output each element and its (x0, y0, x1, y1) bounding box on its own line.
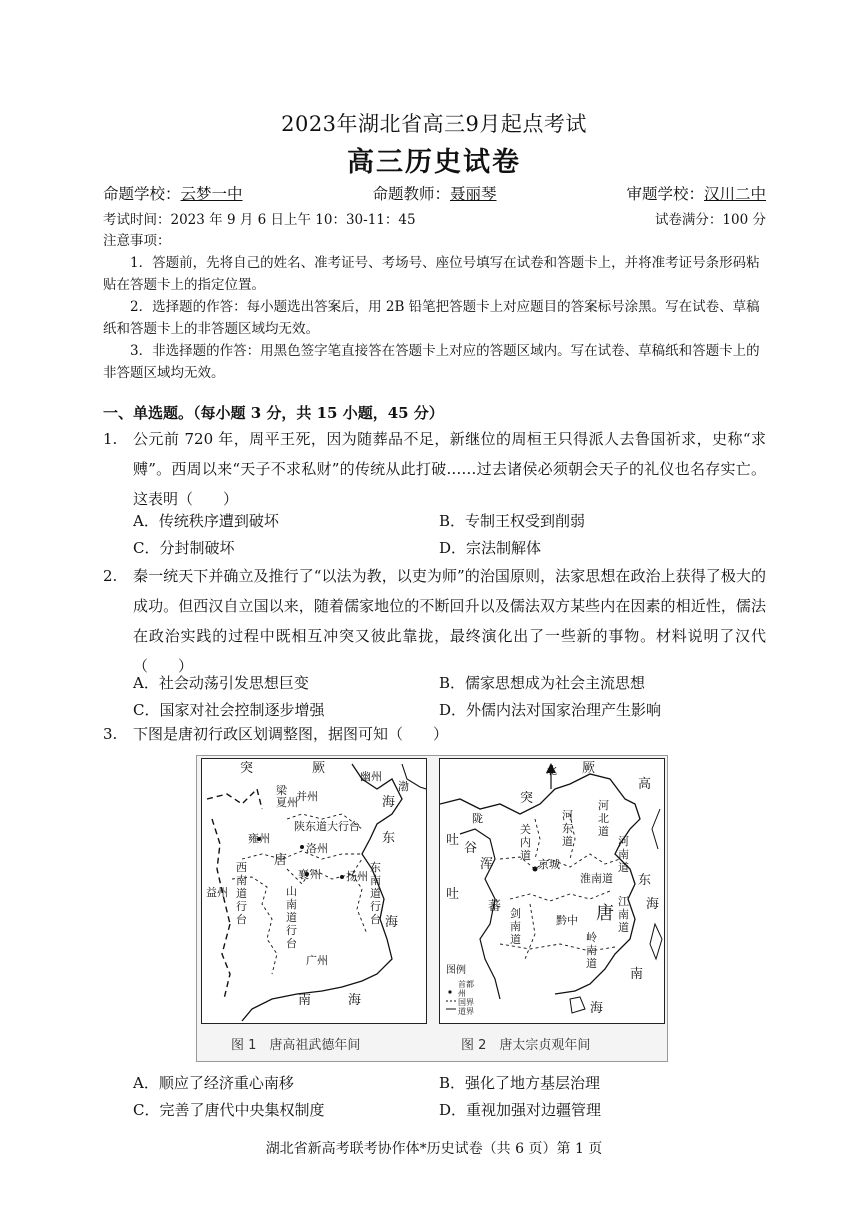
label-luozhou: 洛州 (306, 842, 328, 855)
label-xiang: 襄 (298, 868, 309, 881)
map-figure (196, 755, 668, 1062)
option-c: C．完善了唐代中央集权制度 (133, 1101, 325, 1119)
label-gao: 高 (638, 777, 652, 792)
label-gu: 谷 (464, 841, 478, 856)
legend-capital: 首都 (458, 980, 474, 989)
label-tu3: 吐 (446, 887, 460, 902)
label-yizhou: 益州 (206, 886, 228, 899)
notes-title: 注意事项： (103, 233, 171, 249)
label-long: 陇 (472, 812, 483, 825)
label-bei: 北 (546, 764, 557, 777)
question-number: 2. (103, 567, 118, 585)
label-hedong: 河东道 (562, 809, 573, 848)
option-c: C．国家对社会控制逐步增强 (133, 701, 325, 719)
option-d: D．外儒内法对国家治理产生影响 (439, 701, 662, 719)
label-tujue: 突 (240, 761, 254, 776)
review-school: 审题学校：汉川二中 (626, 185, 766, 203)
label-jingcheng: 京城 (538, 858, 560, 871)
note-item: 2．选择题的作答：每小题选出答案后，用 2B 铅笔把答题卡上对应题目的答案标号涂黑。写在试卷、草稿纸和答题卡上的非答题区域均无效。 (103, 299, 760, 337)
map-fig2-tang-taizong (439, 758, 665, 1024)
question-number: 1. (103, 430, 118, 448)
option-b: B．儒家思想成为社会主流思想 (439, 674, 646, 692)
label-jiangnan: 江南道 (618, 895, 629, 934)
label-hai3: 海 (348, 993, 362, 1008)
label-qianzhong: 黔中 (556, 914, 578, 927)
question-3 (103, 719, 766, 749)
label-lingnan: 岭南道 (586, 931, 597, 970)
label-bingzhou: 并州 (296, 790, 318, 803)
label-tang: 唐 (596, 903, 614, 924)
legend-title: 图例 (446, 965, 466, 976)
label-dongnan-xingtai: 东南道行台 (370, 861, 381, 926)
label-yangzhou: 扬州 (346, 870, 368, 883)
label-xiangzhou: 州 (310, 868, 321, 881)
option-b: B．强化了地方基层治理 (439, 1074, 601, 1092)
label-jue: 厥 (582, 761, 596, 776)
label-tu: 突 (520, 791, 534, 806)
label-huainan: 淮南道 (580, 872, 613, 885)
label-guannei: 关内道 (520, 823, 531, 862)
option-c: C．分封制破坏 (133, 539, 235, 557)
option-a: A．社会动荡引发思想巨变 (133, 674, 309, 692)
question-stem: 公元前 720 年，周平王死，因为随葬品不足，新继位的周桓王只得派人去鲁国祈求，史称“求赙”。西周以来“天子不求私财”的传统从此打破……过去诸侯必须朝会天子的礼仪也名存实亡。这表明（ ） (133, 430, 766, 508)
question-3-options (133, 1070, 766, 1130)
question-stem: 下图是唐初行政区划调整图，据图可知（ ） (133, 725, 449, 743)
label-youzhou: 幽州 (360, 770, 382, 783)
legend-prefecture: 州 (458, 989, 466, 998)
label-xinan-xingtai: 西南道行台 (236, 861, 247, 926)
caption-fig2: 图 2 唐太宗贞观年间 (461, 1038, 591, 1053)
note-item: 3．非选择题的作答：用黑色签字笔直接答在答题卡上对应的答题区域内。写在试卷、草稿纸和答题卡上的非答题区域均无效。 (103, 343, 760, 381)
option-d: D．重视加强对边疆管理 (439, 1101, 602, 1119)
option-a: A．传统秩序遭到破坏 (133, 512, 279, 530)
label-jue: 厥 (312, 761, 326, 776)
label-guangzhou: 广州 (306, 954, 328, 967)
exam-info-row (103, 208, 766, 228)
label-jiannan: 剑南道 (510, 907, 521, 946)
label-hebei: 河北道 (598, 799, 609, 838)
exam-time: 考试时间：2023 年 9 月 6 日上午 10：30-11：45 (103, 212, 416, 228)
paper-title: 高三历史试卷 (347, 147, 521, 178)
question-stem: 秦一统天下并确立及推行了“以法为教，以吏为师”的治国原则，法家思想在政治上获得了极大的成功。但西汉自立国以来，随着儒家地位的不断回升以及儒法双方某些内在因素的相近性，儒法在政治实践的过程中既相互冲突又彼此靠拢，最终演化出了一些新的事物。材料说明了汉代（ ） (133, 567, 766, 675)
label-dong: 东 (638, 873, 652, 888)
question-2 (103, 561, 766, 681)
note-item: 1．答题前，先将自己的姓名、准考证号、考场号、座位号填写在试卷和答题卡上，并将准考证号条形码粘贴在答题卡上的指定位置。 (103, 255, 760, 293)
label-shaandong: 陕东道大行台 (294, 820, 360, 833)
label-shannan-xingtai: 山南道行台 (286, 885, 297, 950)
map-fig1-tang-gaozu (201, 758, 427, 1024)
question-1-options (133, 508, 766, 568)
page-footer: 湖北省新高考联考协作体*历史试卷（共 6 页）第 1 页 (265, 1141, 603, 1157)
label-hun: 浑 (480, 857, 494, 872)
question-1 (103, 424, 766, 514)
label-yongzhou: 雍州 (248, 832, 270, 845)
label-tu2: 吐 (446, 833, 460, 848)
label-henan: 河南道 (618, 835, 629, 874)
full-score: 试卷满分：100 分 (654, 212, 766, 228)
label-liang: 梁 (276, 784, 287, 797)
proposer-row (103, 182, 766, 204)
label-nan: 南 (630, 967, 644, 982)
label-hai2: 海 (590, 1001, 604, 1016)
label-hai2: 海 (385, 915, 399, 930)
label-xia: 夏 (276, 796, 287, 809)
label-hai: 海 (382, 795, 396, 810)
option-d: D．宗法制解体 (439, 539, 542, 557)
caption-fig1: 图 1 唐高祖武德年间 (231, 1038, 361, 1053)
section-title: 一、单选题。（每小题 3 分，共 15 小题，45 分） (103, 404, 444, 422)
exam-title: 2023年湖北省高三9月起点考试 (281, 112, 587, 136)
notes (103, 230, 766, 384)
label-bo: 渤 (398, 780, 409, 793)
question-number: 3. (103, 725, 118, 743)
proposer-teacher: 命题教师：聂丽琴 (372, 185, 497, 203)
label-dong: 东 (382, 831, 396, 846)
label-tang: 唐 (274, 853, 288, 868)
legend-border: 国界 (458, 998, 474, 1007)
option-b: B．专制王权受到削弱 (439, 512, 586, 530)
label-bo: 蕃 (488, 899, 502, 914)
label-hai: 海 (646, 897, 660, 912)
label-nan: 南 (298, 993, 312, 1008)
option-a: A．顺应了经济重心南移 (133, 1074, 294, 1092)
legend-circuit: 道界 (458, 1007, 474, 1016)
proposer-school: 命题学校：云梦一中 (103, 185, 243, 203)
label-xiazhou: 州 (287, 796, 298, 809)
